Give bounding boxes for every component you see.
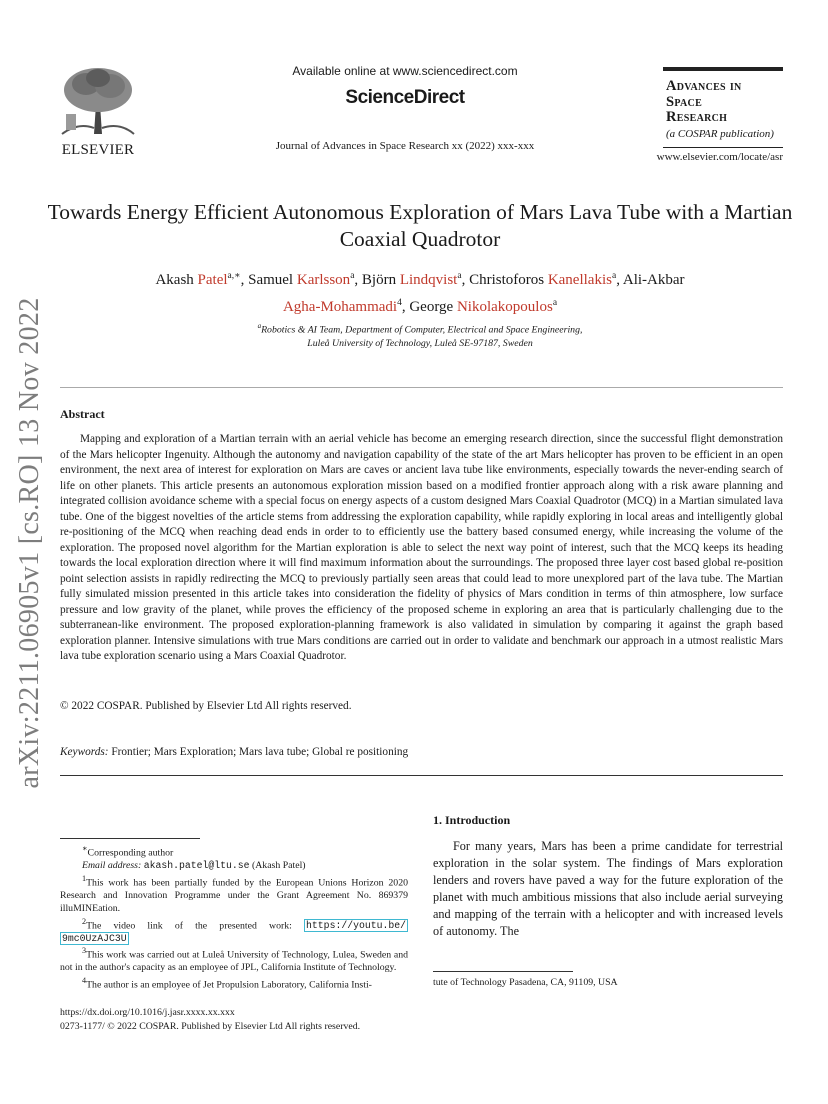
- author: Akash Patel$^{a,∗}$,: [155, 271, 249, 288]
- abstract-copyright: © 2022 COSPAR. Published by Elsevier Ltd All rights reserved.: [60, 700, 352, 712]
- abstract-text: Mapping and exploration of a Martian terrain with an aerial vehicle has become an emerging research direction, since the successful flight demonstration of the Mars helicopter Ingenuity. Although the autonomy and navigation capability of the state of the art Mars helicopter has proven to be efficient in an open environment, the next area of interest for exploration on Mars are caves or ancient lava tube like environments, especially towards the never-ending search of life on other planets. This article presents an autonomous exploration mission based on a modified frontier approach along with a risk aware planning and integrated collision avoidance scheme with a special focus on energy aspects of a custom designed Mars Coaxial Quadrotor (MCQ) in a Martian simulated lava tube. One of the biggest novelties of the article stems from addressing the exploration capability, while rapidly exploring in local areas and intelligently global re-positioning of the MCQ when reaching dead ends in order to to efficiently use the battery based consumed energy, while increasing the volume of the exploration. The proposed novel algorithm for the Martian exploration is able to select the next way point of interest, such that the MCQ keeps its heading towards the local exploration direction where it will find maximum information about the surroundings. The proposed three layer cost based global re-position point selection assists in rapidly redirecting the MCQ to previously partially seen areas that could lead to more unexplored part of the lava tube. The Martian fully simulated mission presented in this article takes into consideration the fidelity of physics of Mars condition in terms of thin atmosphere, low surface pressure and low gravity of the planet, while proves the efficiency of the proposed scheme in exploring an area that is particularly challenging due to the subterranean-like environment. The proposed exploration-planning framework is also validated in simulation by comparing it against the graph based exploration planner. Intensive simulations with true Mars conditions are carried out in order to validate and benchmark our approach in a utmost realistic Mars lava tube exploration scenario using a Mars Coaxial Quadrotor.: [60, 433, 783, 662]
- keywords: Keywords: Frontier; Mars Exploration; Mars lava tube; Global re positioning: [60, 746, 409, 758]
- video-link[interactable]: https://youtu.be/: [306, 919, 406, 931]
- footnote-3: $^3$This work was carried out at Luleå University of Technology, Lulea, Sweden and not in the author's capacity as an employee of JPL, California Institute of Technology.: [60, 946, 408, 974]
- journal-brand: [663, 67, 783, 148]
- author: Björn Lindqvist$^a$,: [361, 271, 470, 288]
- elsevier-logo: [58, 66, 138, 158]
- footnote-1: $^1$This work has been partially funded by the European Unions Horizon 2020 Research and Innovation Programme under the Grant Agreement No. 869379 illuMINEation.: [60, 873, 408, 914]
- issn-line: 0273-1177/ © 2022 COSPAR. Published by Elsevier Ltd All rights reserved.: [60, 1020, 361, 1032]
- footnote-rule: [433, 971, 573, 972]
- journal-url: www.elsevier.com/locate/asr: [656, 151, 783, 163]
- paper-title: Towards Energy Efficient Autonomous Exploration of Mars Lava Tube with a Martian Coaxial Quadrotor: [47, 200, 793, 251]
- footnote-4-continuation: tute of Technology Pasadena, CA, 91109, USA: [433, 977, 618, 988]
- elsevier-tree-icon: [58, 66, 138, 136]
- email-link[interactable]: akash.patel@ltu.se: [143, 860, 250, 872]
- abstract-heading: Abstract: [60, 407, 105, 421]
- divider: [60, 387, 783, 388]
- footnote-2: $^2$The video link of the presented work: https://youtu.be/: [82, 916, 406, 931]
- introduction-text: For many years, Mars has been a prime candidate for terrestrial exploration in the solar system. The findings of Mars exploration lenders and rovers have paved a way for the future exploration of the planet with much ambitious missions that also include aerial surveying and mapping of the terrain with a helicopter and with increased levels of autonomy. The: [433, 839, 783, 938]
- author: Samuel Karlsson$^a$,: [248, 271, 362, 288]
- journal-line: Journal of Advances in Space Research xx (2022) xxx-xxx: [275, 140, 535, 152]
- doi-link[interactable]: https://dx.doi.org/10.1016/j.jasr.xxxx.xx.xxx: [60, 1007, 235, 1018]
- divider: [60, 775, 783, 776]
- author: Christoforos Kanellakis$^a$,: [469, 271, 623, 288]
- footnote-4: $^4$The author is an employee of Jet Propulsion Laboratory, California Insti-: [82, 976, 372, 991]
- footnote-email: Email address: akash.patel@ltu.se (Akash Patel): [82, 860, 306, 872]
- author: George Nikolakopoulos$^a$: [409, 298, 558, 315]
- section-heading-introduction: 1. Introduction: [433, 813, 511, 827]
- author-list: [60, 265, 780, 319]
- doi-block: [60, 1006, 420, 1033]
- sciencedirect-logo: ScienceDirect: [345, 87, 465, 108]
- footnotes: [60, 843, 408, 992]
- video-link-cont[interactable]: 9mc0UzAJC3U: [62, 932, 127, 944]
- available-online: Available online at www.sciencedirect.com: [292, 64, 518, 78]
- footnote-rule: [60, 838, 200, 839]
- publisher-name: ELSEVIER: [61, 142, 135, 158]
- arxiv-stamp: [6, 293, 54, 793]
- author: Ali-Akbar Agha-Mohammadi$^4$,: [282, 272, 685, 315]
- journal-brand-subtitle: (a COSPAR publication): [666, 128, 774, 140]
- arxiv-id: arXiv:2211.06905v1 [cs.RO] 13 Nov 2022: [14, 297, 45, 789]
- footnote-corresponding: ∗Corresponding author: [82, 844, 174, 859]
- footnote-2-cont: [60, 933, 408, 946]
- journal-brand-title: Advances in Space Research: [666, 78, 742, 125]
- affiliation: $^a$Robotics & AI Team, Department of Computer, Electrical and Space Engineering, Luleå University of Technology, Luleå SE-97187, Sweden: [257, 322, 583, 349]
